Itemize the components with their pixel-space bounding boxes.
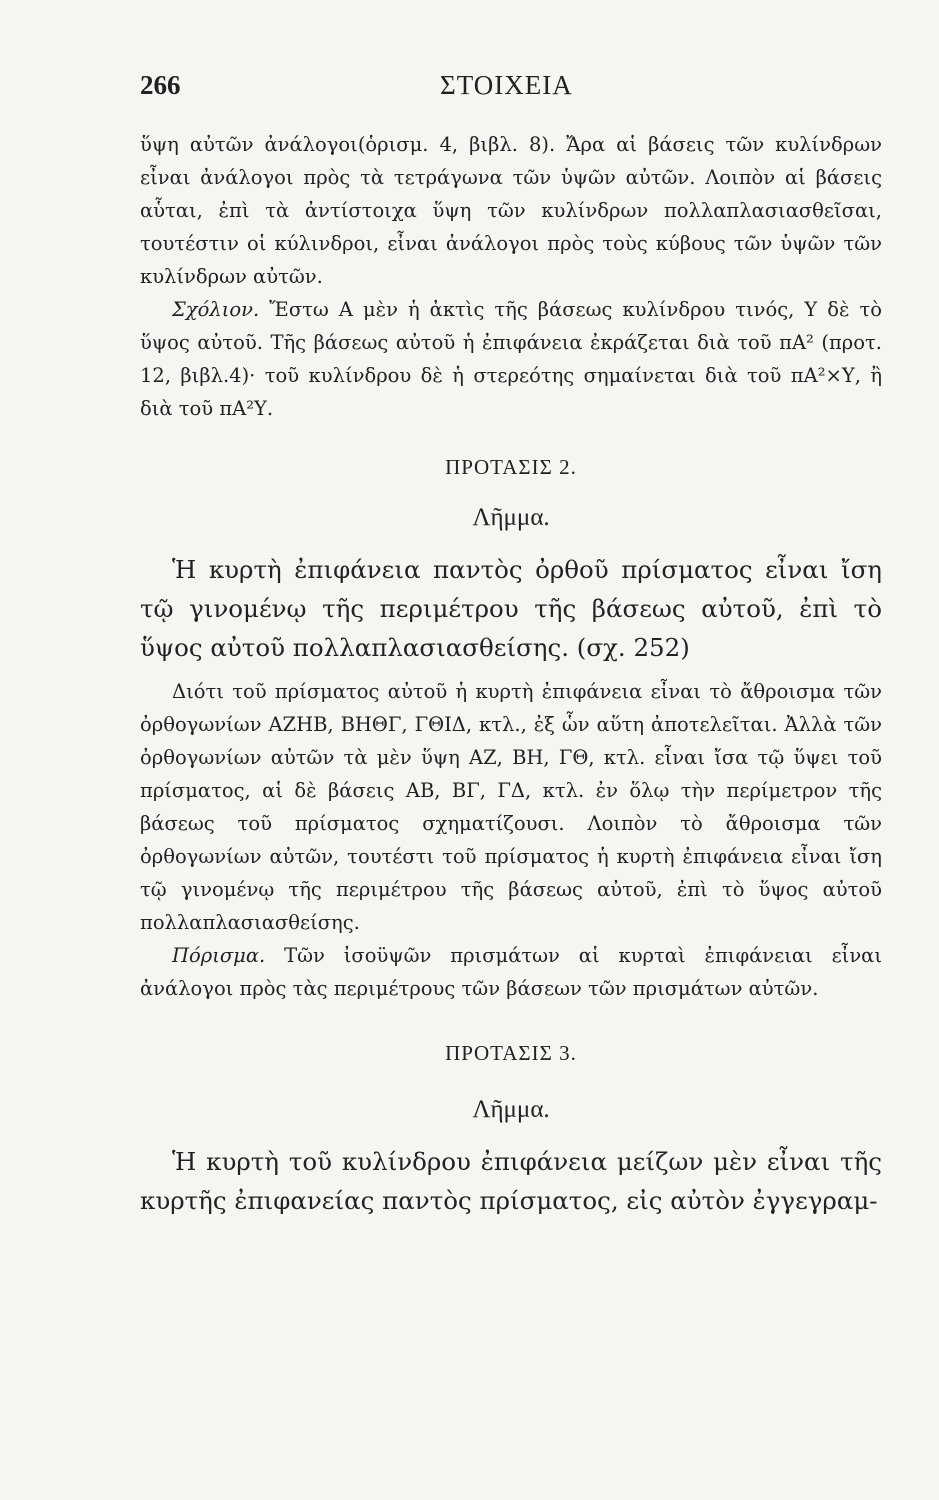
lemma-3-heading: Λῆμμα. (472, 1096, 550, 1123)
lemma-2-heading: Λῆμμα. (472, 504, 550, 531)
scholion-text: Ἔστω Α μὲν ἡ ἀκτὶς τῆς βάσεως κυλίνδρου τινός, Υ δὲ τὸ ὕψος αὐτοῦ. Τῆς βάσεως αὐτοῦ ἡ ἐπιφάνεια ἐκράζεται διὰ τοῦ πΑ² (προτ. 12, βιβλ.4)· τοῦ κυλίνδρου δὲ ἡ στερεότης σημαίνεται διὰ τοῦ πΑ²×Υ, ἢ διὰ τοῦ πΑ²Υ. (140, 298, 882, 420)
protasis-2-heading: ΠΡΟΤΑΣΙΣ 2. (445, 455, 577, 479)
paragraph-continuation: ὕψη αὐτῶν ἀνάλογοι(ὁρισμ. 4, βιβλ. 8). Ἄρα αἱ βάσεις τῶν κυλίνδρων εἶναι ἀνάλογοι πρὸς τὰ τετράγωνα τῶν ὑψῶν αὐτῶν. Λοιπὸν αἱ βάσεις αὗται, ἐπὶ τὰ ἀντίστοιχα ὕψη τῶν κυλίνδρων πολλαπλασιασθεῖσαι, τουτέστιν οἱ κύλινδροι, εἶναι ἀνάλογοι πρὸς τοὺς κύβους τῶν ὑψῶν τῶν κυλίνδρων αὐτῶν. (140, 133, 882, 288)
protasis-3-heading: ΠΡΟΤΑΣΙΣ 3. (445, 1041, 577, 1065)
scholion-paragraph (140, 293, 882, 425)
porisma-text: Τῶν ἰσοϋψῶν πρισμάτων αἱ κυρταὶ ἐπιφάνειαι εἶναι ἀνάλογοι πρὸς τὰς περιμέτρους τῶν βάσεων τῶν πρισμάτων αὐτῶν. (140, 944, 882, 1000)
proof-2-text: Διότι τοῦ πρίσματος αὐτοῦ ἡ κυρτὴ ἐπιφάνεια εἶναι τὸ ἄθροισμα τῶν ὀρθογωνίων ΑΖΗΒ, ΒΗΘΓ, ΓΘΙΔ, κτλ., ἐξ ὧν αὕτη ἀποτελεῖται. Ἀλλὰ τῶν ὀρθογωνίων αὐτῶν τὰ μὲν ὕψη ΑΖ, ΒΗ, ΓΘ, κτλ. εἶναι ἴσα τῷ ὕψει τοῦ πρίσματος, αἱ δὲ βάσεις ΑΒ, ΒΓ, ΓΔ, κτλ. ἐν ὅλῳ τὴν περίμετρον τῆς βάσεως τοῦ πρίσματος σχηματίζουσι. Λοιπὸν τὸ ἄθροισμα τῶν ὀρθογωνίων αὐτῶν, τουτέστι τοῦ πρίσματος ἡ κυρτὴ ἐπιφάνεια εἶναι ἴση τῷ γινομένῳ τῆς περιμέτρου τῆς βάσεως αὐτοῦ, ἐπὶ τὸ ὕψος αὐτοῦ πολλαπλασιασθείσης. (140, 680, 882, 934)
scholion-label: Σχόλιον. (172, 298, 260, 321)
porisma-paragraph (140, 939, 882, 1005)
running-title: ΣΤΟΙΧΕΙΑ (440, 70, 573, 100)
lemma-2-text: Ἡ κυρτὴ ἐπιφάνεια παντὸς ὀρθοῦ πρίσματος εἶναι ἴση τῷ γινομένῳ τῆς περιμέτρου τῆς βάσεως αὐτοῦ, ἐπὶ τὸ ὕψος αὐτοῦ πολλαπλασιασθείσης. (σχ. 252) (140, 555, 882, 662)
porisma-label: Πόρισμα. (172, 944, 266, 967)
page-number: 266 (140, 70, 181, 100)
page-body (140, 128, 882, 1220)
lemma-3-text: Ἡ κυρτὴ τοῦ κυλίνδρου ἐπιφάνεια μείζων μὲν εἶναι τῆς κυρτῆς ἐπιφανείας παντὸς πρίσματος, εἰς αὐτὸν ἐγγεγραμ- (140, 1147, 882, 1215)
page-header (140, 70, 880, 110)
